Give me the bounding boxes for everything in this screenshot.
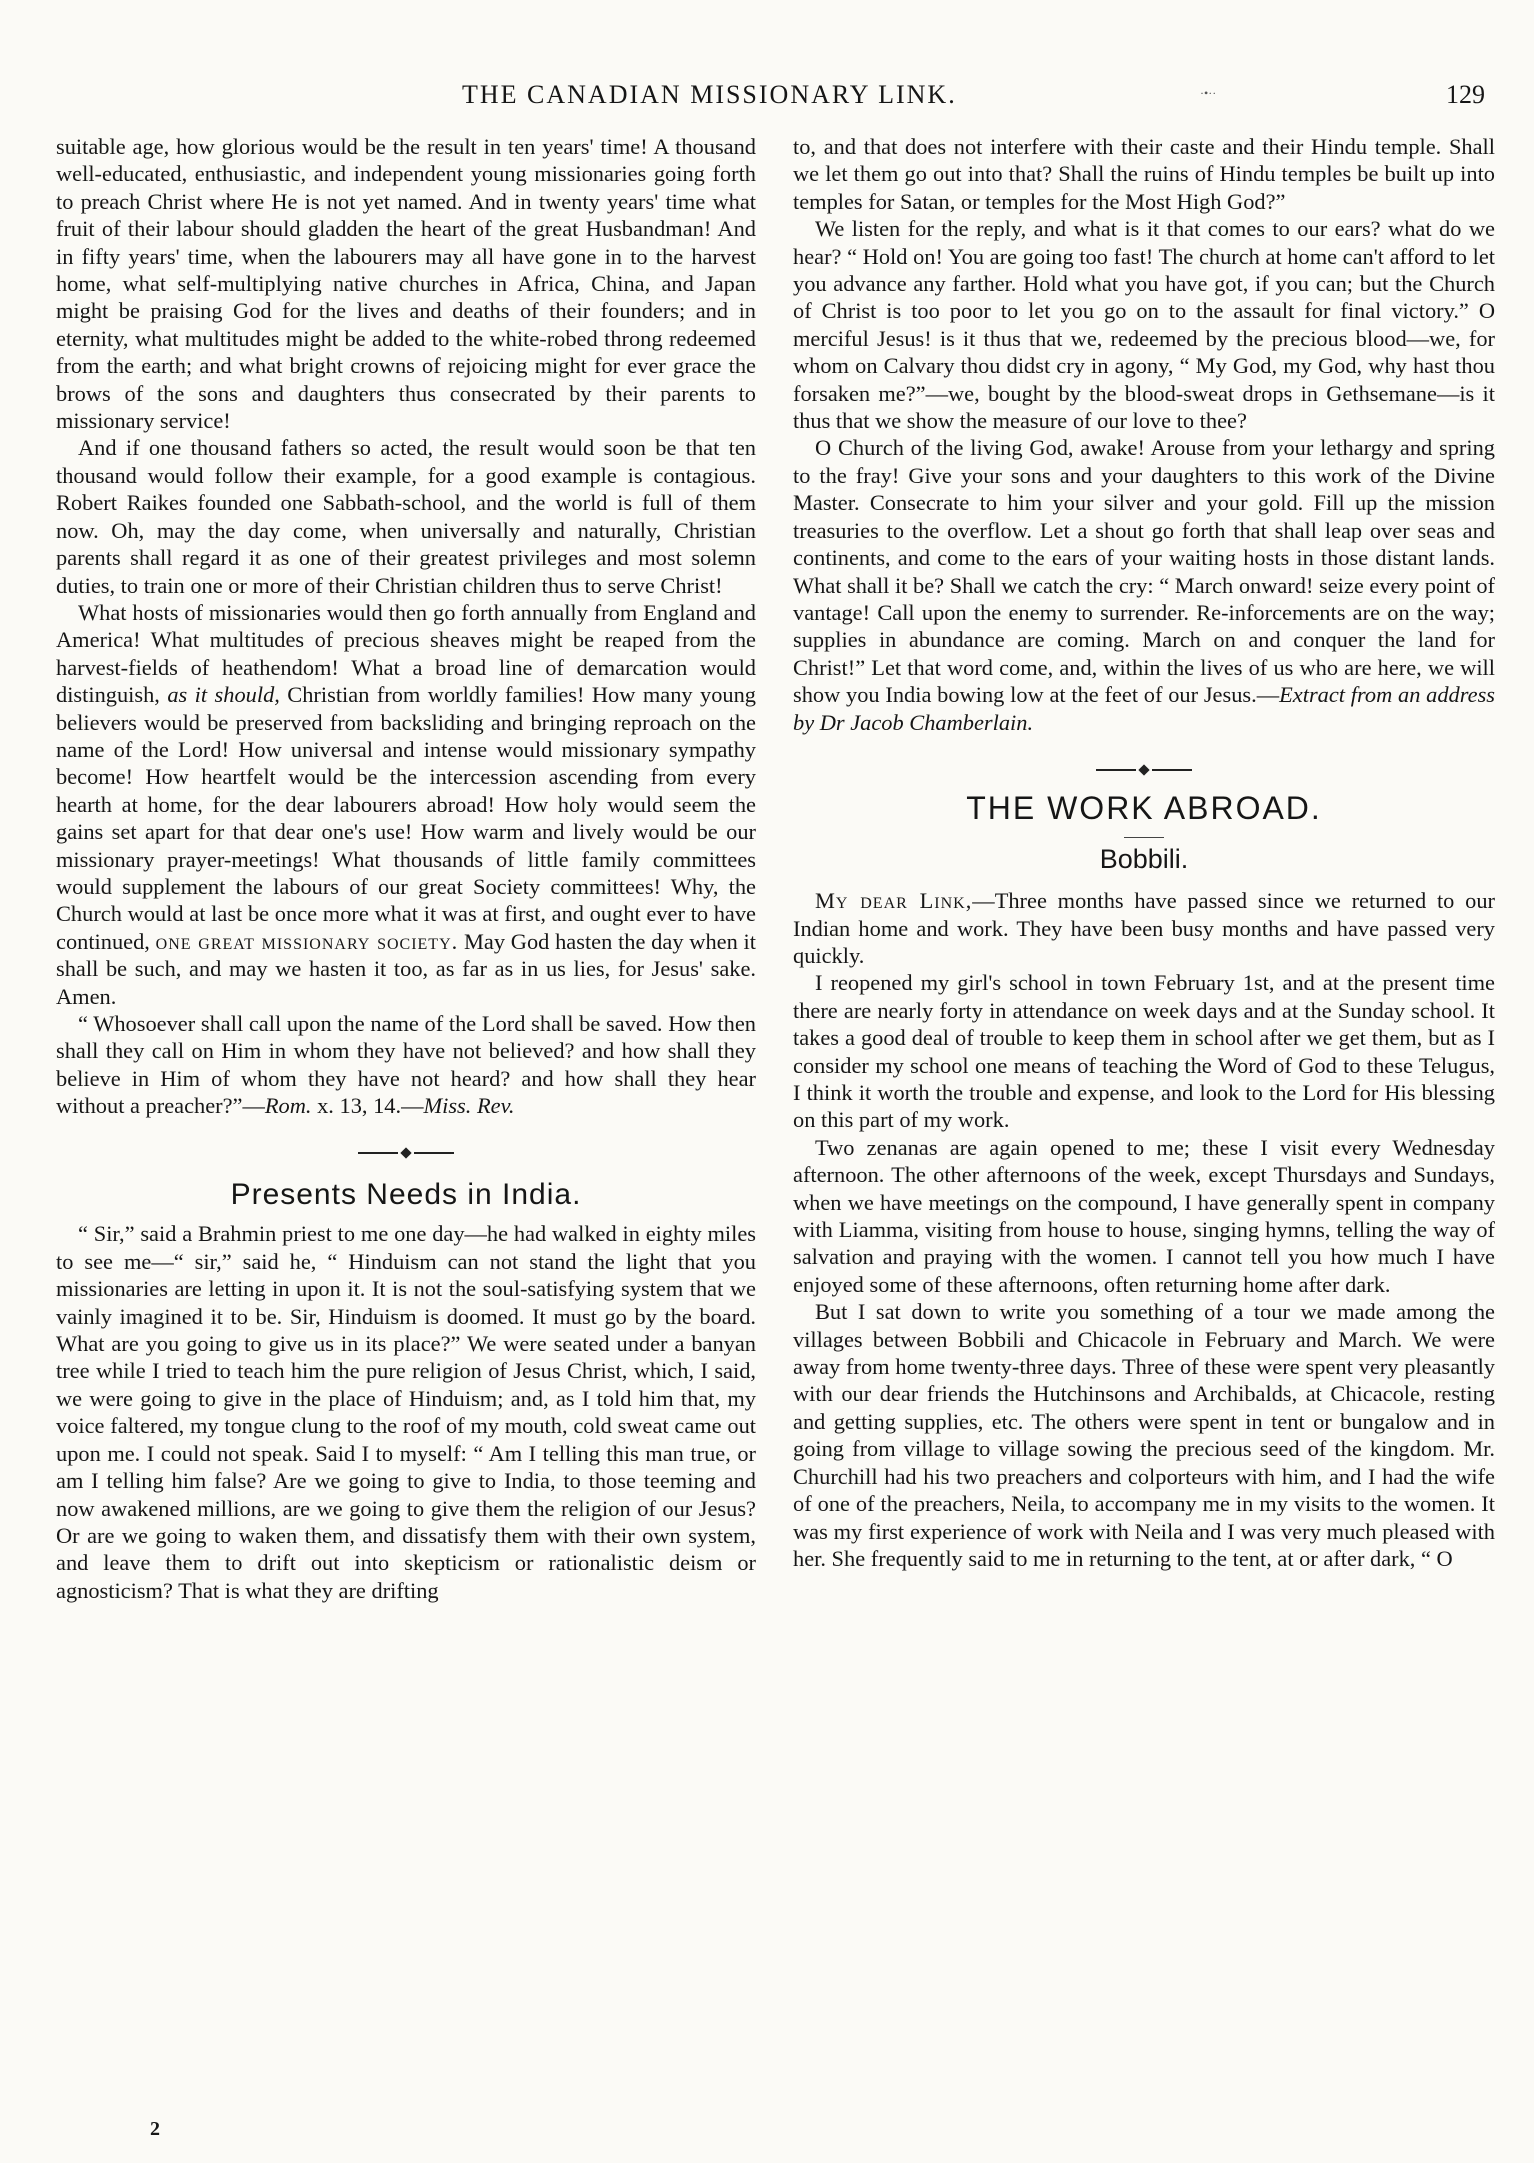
paragraph: My dear Link,—Three months have passed since we returned to our Indian home and work. They have been busy months and have passed very quickly.: [793, 888, 1495, 968]
section-heading: THE WORK ABROAD.: [966, 790, 1322, 827]
section-divider: [793, 756, 1495, 783]
left-column: [56, 133, 756, 1604]
paragraph: Two zenanas are again opened to me; these I visit every Wednesday afternoon. The other afternoons of the week, except Thursdays and Sundays, when we have meetings on the compound, I have generally spent in company with Liamma, visiting from house to house, singing hymns, telling the way of salvation and praying with the women. I cannot tell you how much I have enjoyed some of these afternoons, often returning home after dark.: [793, 1134, 1495, 1297]
paragraph: And if one thousand fathers so acted, the result would soon be that ten thousand would follow their example, for a good example is contagious. Robert Raikes founded one Sabbath-school, and the world is full of them now. Oh, may the day come, when universally and naturally, Christian parents shall regard it as one of their greatest privileges and most solemn duties, to train one or more of their Christian children thus to serve Christ!: [56, 435, 756, 598]
quotation-paragraph: “ Whosoever shall call upon the name of the Lord shall be saved. How then shall they call on Him in whom they have not believed? and how shall they believe in Him of whom they have not heard? and how shall they hear without a preacher?”—Rom. x. 13, 14.—Miss. Rev.: [56, 1011, 756, 1119]
paragraph: What hosts of missionaries would then go forth annually from England and America! What multitudes of precious sheaves might be reaped from the harvest-fields of heathendom! What a broad line of demarcation would distinguish, as it should, Christian from worldly families! How many young believers would be preserved from backsliding and bringing reproach on the name of the Lord! How universal and intense would missionary sympathy become! How heartfelt would be the intercession ascending from every hearth at home, for the dear labourers abroad! How holy would seem the gains set apart for that dear one's use! How warm and lively would be our missionary prayer-meetings! What thousands of little family committees would supplement the labours of our great Society committees! Why, the Church would at last be once more what it was at first, and ought ever to have continued, one great missionary society. May God hasten the day when it shall be such, and may we hasten it too, as far as in us lies, for Jesus' sake. Amen.: [56, 599, 757, 1009]
paragraph: I reopened my girl's school in town February 1st, and at the present time there are nearly forty in attendance on week days and at the Sunday school. It takes a good deal of trouble to keep them in school after we get them, but as I consider my school one means of teaching the Word of God to these Telugus, I think it worth the trouble and expense, and look to the Lord for His blessing on this part of my work.: [793, 970, 1495, 1133]
paragraph: suitable age, how glorious would be the result in ten years' time! A thousand well-educated, enthusiastic, and independent young missionaries going forth to preach Christ where He is not yet named. And in twenty years' time what fruit of their labour should gladden the heart of the great Husbandman! And in fifty years' time, when the labourers may all have gone in to the harvest home, what self-multiplying native churches in Africa, China, and Japan might be praising God for the lives and deaths of their founders; and in eternity, what multitudes might be added to the white-robed throng redeemed from the earth; and what bright crowns of rejoicing might for ever grace the brows of the sons and daughters thus consecrated by their parents to missionary service!: [56, 134, 756, 434]
page-number: 129: [1446, 80, 1485, 109]
section-divider: [56, 1140, 756, 1167]
paragraph: But I sat down to write you something of a tour we made among the villages between Bobbili and Chicacole in February and March. We were away from home twenty-three days. Three of these were spent very pleasantly with our dear friends the Hutchinsons and Archibalds, at Chicacole, resting and getting supplies, etc. The others were spent in tent or bungalow and in going from village to village sowing the precious seed of the kingdom. Mr. Churchill had his two preachers and colporteurs with him, and I had the wife of one of the preachers, Neila, to accompany me in my visits to the women. It was my first experience of work with Neila and I was very much pleased with her. She frequently said to me in returning to the tent, at or after dark, “ O: [793, 1299, 1495, 1571]
page-title: THE CANADIAN MISSIONARY LINK.: [462, 80, 957, 109]
section-heading: Presents Needs in India.: [230, 1178, 582, 1212]
paragraph: O Church of the living God, awake! Arouse from your lethargy and spring to the fray! Give your sons and your daughters to this work of the Divine Master. Consecrate to him your silver and your gold. Fill up the mission treasuries to the overflow. Let a shout go forth that shall leap over seas and continents, and come to the ears of your waiting hosts in those distant lands. What shall it be? Shall we catch the cry: “ March onward! seize every point of vantage! Call upon the enemy to surrender. Re-inforcements are on the way; supplies in abundance are coming. March on and conquer the land for Christ!” Let that word come, and, within the lives of us who are here, we will show you India bowing low at the feet of our Jesus.—Extract from an address by Dr Jacob Chamberlain.: [793, 435, 1495, 735]
paragraph: “ Sir,” said a Brahmin priest to me one day—he had walked in eighty miles to see me—“ sir,” said he, “ Hinduism can not stand the light that you missionaries are letting in upon it. It is not the soul-satisfying system that we vainly imagined it to be. Sir, Hinduism is doomed. It must go by the board. What are you going to give us in its place?” We were seated under a banyan tree while I tried to teach him the pure religion of Jesus Christ, which, I said, we were going to give in the place of Hinduism; and, as I told him that, my voice faltered, my tongue clung to the roof of my mouth, cold sweat came out upon me. I could not speak. Said I to myself: “ Am I telling this man true, or am I telling him false? Are we going to give to India, to those teeming and now awakened millions, are we going to give them the religion of our Jesus? Or are we going to waken them, and dissatisfy them with their own system, and leave them to drift out into skepticism or rationalistic deism or agnosticism? That is what they are drifting: [56, 1221, 756, 1603]
paragraph: to, and that does not interfere with their caste and their Hindu temple. Shall we let them go out into that? Shall the ruins of Hindu temples be built up into temples for Satan, or temples for the Most High God?”: [793, 134, 1495, 214]
page-header: [0, 80, 1534, 120]
sub-heading: Bobbili.: [1099, 843, 1189, 874]
paragraph: We listen for the reply, and what is it that comes to our ears? what do we hear? “ Hold on! You are going too fast! The church at home can't afford to let you advance any farther. Hold what you have got, if you can; but the Church of Christ is too poor to let you go on to the assault for final victory.” O merciful Jesus! is it thus that we, redeemed by the precious blood—we, for whom on Calvary thou didst cry in agony, “ My God, my God, why hast thou forsaken me?”—we, bought by the blood-sweat drops in Gethsemane—is it thus that we show the measure of our love to thee?: [793, 216, 1495, 434]
right-column: [793, 133, 1495, 1572]
printer-mark: ·•··: [1200, 86, 1217, 100]
signature-mark: 2: [150, 2118, 160, 2140]
heading-rule: [1124, 837, 1164, 838]
